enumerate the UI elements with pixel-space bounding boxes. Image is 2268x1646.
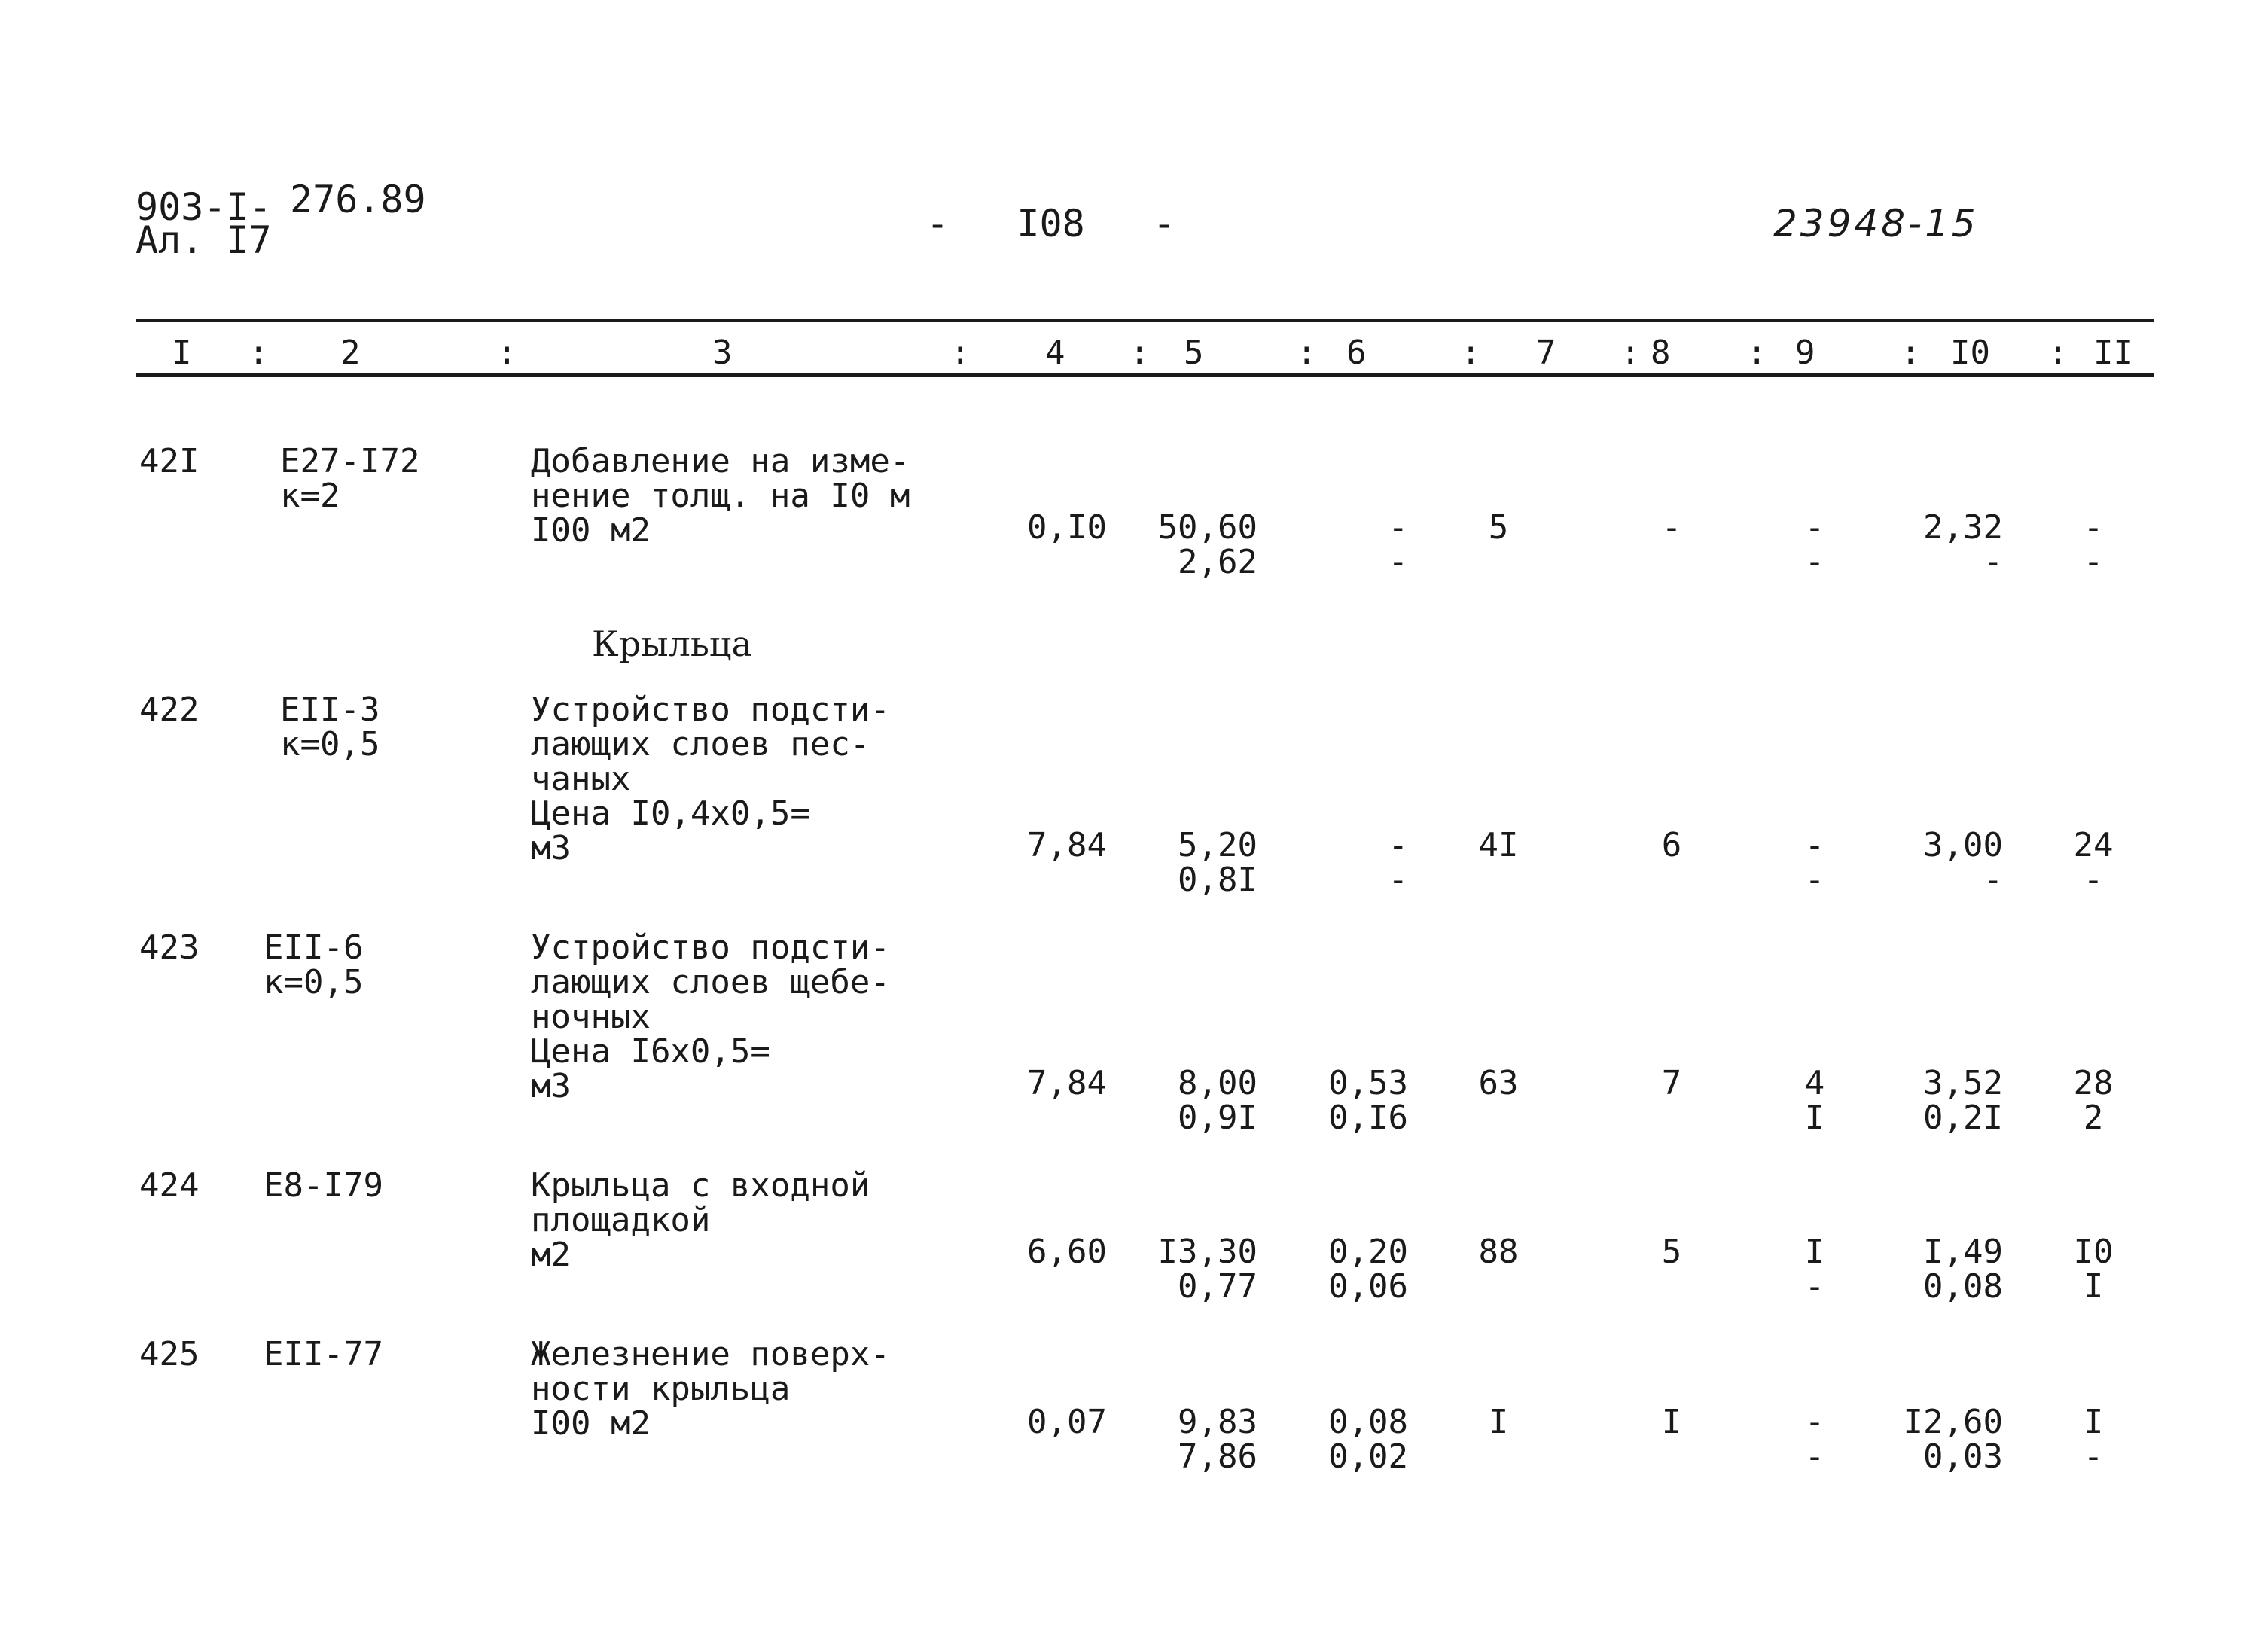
column-separator: : bbox=[1747, 334, 1767, 372]
cell-desc: Устройство подсти- лающих слоев щебе- ночных Цена I6х0,5= м3 bbox=[531, 928, 890, 1105]
cell-c4: 6,60 bbox=[1027, 1233, 1107, 1271]
cell-desc: Крыльца с входной площадкой м2 bbox=[531, 1166, 870, 1274]
cell-c9: - - bbox=[1804, 1403, 1825, 1476]
column-separator: : bbox=[1901, 334, 1921, 372]
cell-c10: 3,00 - bbox=[1923, 826, 2003, 899]
cell-c9: - - bbox=[1804, 826, 1825, 899]
archive-stamp: 23948-15 bbox=[1773, 202, 1979, 245]
cell-num: 42I bbox=[139, 442, 200, 480]
doc-number: 276.89 bbox=[290, 178, 426, 221]
cell-code: ЕII-6 к=0,5 bbox=[264, 928, 364, 1001]
cell-c4: 7,84 bbox=[1027, 1064, 1107, 1102]
column-header-label: I bbox=[172, 334, 192, 372]
cell-c6: - - bbox=[1388, 826, 1408, 899]
cell-c5: 8,00 0,9I bbox=[1178, 1064, 1257, 1137]
cell-c11: 28 2 bbox=[2073, 1064, 2114, 1137]
column-header-label: 6 bbox=[1346, 334, 1367, 372]
column-header-label: 9 bbox=[1795, 334, 1815, 372]
column-header-label: I0 bbox=[1950, 334, 1990, 372]
cell-c8: - bbox=[1661, 508, 1682, 547]
column-separator: : bbox=[1620, 334, 1641, 372]
cell-c4: 0,I0 bbox=[1027, 508, 1107, 547]
cell-code: ЕII-3 к=0,5 bbox=[280, 690, 380, 764]
cell-c6: 0,53 0,I6 bbox=[1328, 1064, 1408, 1137]
cell-c6: 0,20 0,06 bbox=[1328, 1233, 1408, 1306]
cell-c5: 9,83 7,86 bbox=[1178, 1403, 1257, 1476]
cell-c6: 0,08 0,02 bbox=[1328, 1403, 1408, 1476]
doc-code: 903-I- bbox=[136, 185, 272, 229]
cell-num: 425 bbox=[139, 1335, 200, 1373]
cell-code: Е27-I72 к=2 bbox=[280, 442, 420, 515]
cell-c8: 5 bbox=[1661, 1233, 1682, 1271]
cell-desc: Добавление на изме- нение толщ. на I0 м I00 м2 bbox=[531, 442, 910, 550]
cell-c7: 4I bbox=[1478, 826, 1519, 864]
cell-c9: 4 I bbox=[1804, 1064, 1825, 1137]
column-header-label: 2 bbox=[340, 334, 361, 372]
column-separator: : bbox=[1461, 334, 1481, 372]
cell-c9: - - bbox=[1804, 508, 1825, 581]
column-separator: : bbox=[950, 334, 971, 372]
column-header-label: 8 bbox=[1651, 334, 1671, 372]
cell-c11: 24 - bbox=[2073, 826, 2114, 899]
cell-c4: 7,84 bbox=[1027, 826, 1107, 864]
cell-num: 423 bbox=[139, 928, 200, 967]
cell-c8: 6 bbox=[1661, 826, 1682, 864]
column-header-label: 7 bbox=[1536, 334, 1556, 372]
column-header-label: 5 bbox=[1184, 334, 1204, 372]
cell-code: Е8-I79 bbox=[264, 1166, 383, 1205]
cell-c4: 0,07 bbox=[1027, 1403, 1107, 1441]
table-top-rule bbox=[136, 319, 2154, 322]
cell-c7: 88 bbox=[1478, 1233, 1519, 1271]
page-number: - I08 - bbox=[926, 202, 1176, 245]
cell-c11: - - bbox=[2083, 508, 2104, 581]
cell-c10: 3,52 0,2I bbox=[1923, 1064, 2003, 1137]
cell-num: 422 bbox=[139, 690, 200, 729]
column-header-label: II bbox=[2093, 334, 2133, 372]
cell-desc: Устройство подсти- лающих слоев пес- чаных Цена I0,4х0,5= м3 bbox=[531, 690, 890, 867]
cell-c6: - - bbox=[1388, 508, 1408, 581]
table-header-rule bbox=[136, 373, 2154, 377]
cell-c7: 63 bbox=[1478, 1064, 1519, 1102]
cell-c7: 5 bbox=[1488, 508, 1509, 547]
section-title: Крыльца bbox=[592, 623, 752, 664]
cell-c9: I - bbox=[1804, 1233, 1825, 1306]
cell-c5: I3,30 0,77 bbox=[1157, 1233, 1257, 1306]
cell-c10: I2,60 0,03 bbox=[1903, 1403, 2003, 1476]
cell-num: 424 bbox=[139, 1166, 200, 1205]
cell-c10: 2,32 - bbox=[1923, 508, 2003, 581]
cell-c5: 5,20 0,8I bbox=[1178, 826, 1257, 899]
column-separator: : bbox=[1129, 334, 1150, 372]
cell-code: ЕII-77 bbox=[264, 1335, 383, 1373]
cell-c11: I0 I bbox=[2073, 1233, 2114, 1306]
column-header-label: 4 bbox=[1045, 334, 1065, 372]
album-label: Ал. I7 bbox=[136, 218, 272, 262]
column-separator: : bbox=[1297, 334, 1317, 372]
cell-c7: I bbox=[1488, 1403, 1509, 1441]
cell-c8: 7 bbox=[1661, 1064, 1682, 1102]
cell-c8: I bbox=[1661, 1403, 1682, 1441]
column-separator: : bbox=[497, 334, 517, 372]
cell-desc: Железнение поверх- ности крыльца I00 м2 bbox=[531, 1335, 890, 1443]
column-separator: : bbox=[248, 334, 269, 372]
column-header-label: 3 bbox=[712, 334, 733, 372]
cell-c11: I - bbox=[2083, 1403, 2104, 1476]
cell-c10: I,49 0,08 bbox=[1923, 1233, 2003, 1306]
cell-c5: 50,60 2,62 bbox=[1157, 508, 1257, 581]
column-separator: : bbox=[2048, 334, 2068, 372]
